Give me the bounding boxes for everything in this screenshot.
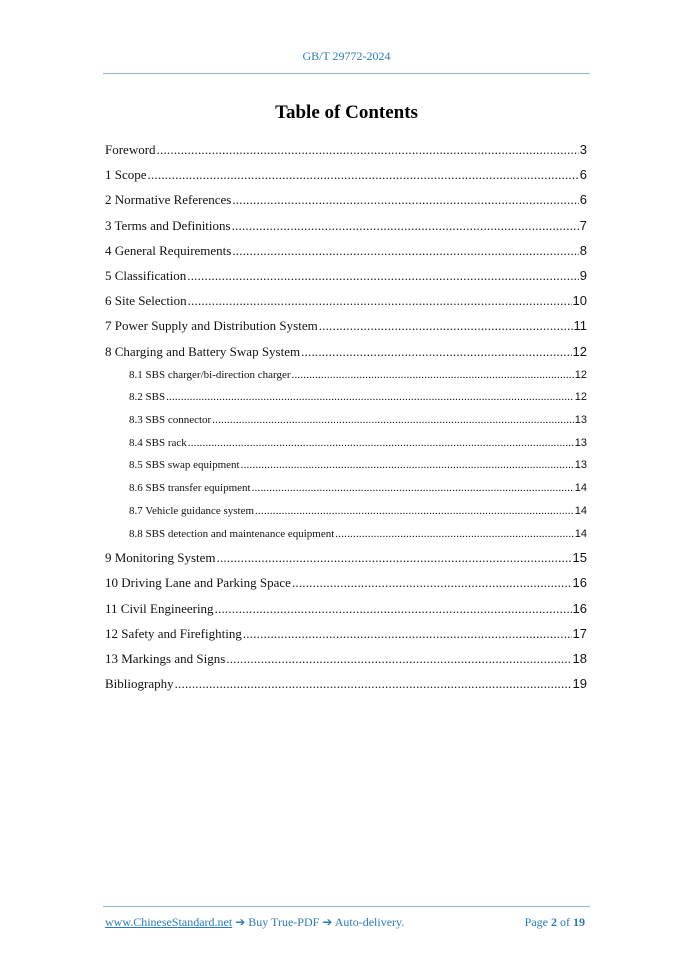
toc-entry-label: 6 Site Selection: [105, 293, 187, 309]
toc-dot-leader: [292, 364, 574, 387]
toc-entry[interactable]: [105, 238, 587, 263]
toc-entry-label: Bibliography: [105, 676, 174, 692]
toc-entry-label: 4 General Requirements: [105, 242, 232, 258]
footer-promo: [105, 915, 404, 930]
total-pages: 19: [573, 915, 585, 929]
toc-dot-leader: [212, 409, 574, 432]
buy-pdf-link[interactable]: Buy True-PDF: [248, 915, 320, 929]
toc-entry-label: 8.8 SBS detection and maintenance equipment: [129, 527, 335, 540]
toc-entry-label: 8.1 SBS charger/bi-direction charger: [129, 368, 291, 381]
toc-entry[interactable]: [105, 409, 587, 432]
toc-entry-label: 2 Normative References: [105, 192, 232, 208]
toc-entry[interactable]: [105, 364, 587, 387]
toc-entry[interactable]: [105, 162, 587, 187]
toc-entry[interactable]: [105, 596, 587, 621]
toc-dot-leader: [187, 263, 579, 288]
toc-dot-leader: [215, 596, 572, 621]
toc-dot-leader: [232, 238, 578, 263]
toc-entry-page: 16: [572, 575, 587, 591]
toc-entry-page: 7: [579, 217, 587, 233]
arrow-right-icon: ➔: [322, 915, 333, 929]
toc-dot-leader: [255, 500, 574, 523]
toc-entry-page: 14: [574, 482, 587, 495]
toc-entry-page: 15: [572, 550, 587, 566]
toc-dot-leader: [301, 339, 571, 364]
arrow-right-icon: ➔: [235, 915, 246, 929]
toc-dot-leader: [232, 213, 579, 238]
toc-entry[interactable]: [105, 386, 587, 409]
table-of-contents: [105, 137, 587, 696]
toc-entry[interactable]: [105, 621, 587, 646]
toc-entry-label: Foreword: [105, 142, 156, 157]
toc-entry-page: 12: [572, 343, 587, 359]
toc-entry-label: 12 Safety and Firefighting: [105, 625, 242, 641]
toc-dot-leader: [241, 454, 574, 477]
toc-entry-page: 9: [579, 267, 587, 283]
toc-entry-page: 6: [579, 192, 587, 208]
toc-entry[interactable]: [105, 263, 587, 288]
toc-entry-page: 11: [573, 318, 587, 334]
of-word: of: [560, 915, 570, 929]
toc-entry-page: 3: [579, 142, 587, 157]
toc-entry[interactable]: [105, 432, 587, 455]
toc-entry[interactable]: [105, 500, 587, 523]
toc-dot-leader: [232, 187, 578, 212]
toc-dot-leader: [252, 477, 574, 500]
toc-entry-label: 8.4 SBS rack: [129, 436, 187, 449]
toc-entry[interactable]: [105, 545, 587, 570]
toc-entry-label: 8.5 SBS swap equipment: [129, 459, 240, 472]
toc-dot-leader: [319, 313, 573, 338]
toc-entry[interactable]: [105, 213, 587, 238]
toc-entry-page: 12: [574, 368, 587, 381]
toc-entry[interactable]: [105, 523, 587, 546]
toc-entry-page: 13: [574, 436, 587, 449]
toc-entry-label: 9 Monitoring System: [105, 550, 216, 566]
toc-entry[interactable]: [105, 288, 587, 313]
footer-divider: [103, 906, 590, 907]
toc-entry-label: 3 Terms and Definitions: [105, 217, 231, 233]
standard-number: GB/T 29772-2024: [302, 49, 391, 63]
toc-entry[interactable]: [105, 339, 587, 364]
header-divider: [103, 73, 590, 74]
page-footer: [105, 915, 585, 933]
toc-entry[interactable]: [105, 137, 587, 162]
toc-dot-leader: [157, 137, 579, 162]
site-link[interactable]: www.ChineseStandard.net: [105, 915, 233, 929]
toc-entry-label: 11 Civil Engineering: [105, 600, 214, 616]
running-header: [0, 49, 693, 64]
toc-entry-label: 8.3 SBS connector: [129, 414, 212, 427]
toc-dot-leader: [175, 671, 572, 696]
toc-entry-page: 13: [574, 459, 587, 472]
toc-entry-page: 10: [572, 293, 587, 309]
toc-dot-leader: [188, 432, 574, 455]
toc-entry-label: 13 Markings and Signs: [105, 650, 226, 666]
toc-entry-label: 8.6 SBS transfer equipment: [129, 482, 251, 495]
toc-dot-leader: [217, 545, 572, 570]
toc-entry-page: 12: [574, 391, 587, 404]
toc-dot-leader: [226, 646, 571, 671]
toc-entry[interactable]: [105, 454, 587, 477]
toc-entry-label: 5 Classification: [105, 267, 187, 283]
toc-dot-leader: [166, 386, 574, 409]
auto-delivery-text: Auto-delivery.: [334, 915, 405, 929]
toc-entry-page: 16: [572, 600, 587, 616]
toc-entry[interactable]: [105, 570, 587, 595]
toc-entry[interactable]: [105, 671, 587, 696]
toc-entry-page: 14: [574, 527, 587, 540]
toc-entry-page: 14: [574, 504, 587, 517]
page-word: Page: [524, 915, 548, 929]
toc-entry-label: 1 Scope: [105, 167, 147, 183]
toc-entry-page: 18: [572, 650, 587, 666]
toc-dot-leader: [243, 621, 572, 646]
toc-dot-leader: [148, 162, 579, 187]
toc-entry[interactable]: [105, 646, 587, 671]
page-title: Table of Contents: [275, 102, 418, 123]
toc-dot-leader: [188, 288, 572, 313]
page-number: [525, 915, 585, 930]
toc-entry-page: 6: [579, 167, 587, 183]
toc-entry-page: 19: [572, 676, 587, 692]
toc-entry-label: 8.7 Vehicle guidance system: [129, 504, 255, 517]
toc-entry-page: 17: [572, 625, 587, 641]
toc-entry[interactable]: [105, 313, 587, 338]
toc-entry[interactable]: [105, 187, 587, 212]
toc-dot-leader: [292, 570, 572, 595]
current-page: 2: [551, 915, 557, 929]
toc-entry-page: 8: [579, 242, 587, 258]
toc-entry[interactable]: [105, 477, 587, 500]
toc-entry-label: 8 Charging and Battery Swap System: [105, 343, 301, 359]
toc-entry-label: 10 Driving Lane and Parking Space: [105, 575, 291, 591]
toc-dot-leader: [335, 523, 573, 546]
toc-entry-page: 13: [574, 414, 587, 427]
toc-entry-label: 7 Power Supply and Distribution System: [105, 318, 318, 334]
toc-entry-label: 8.2 SBS: [129, 391, 166, 404]
